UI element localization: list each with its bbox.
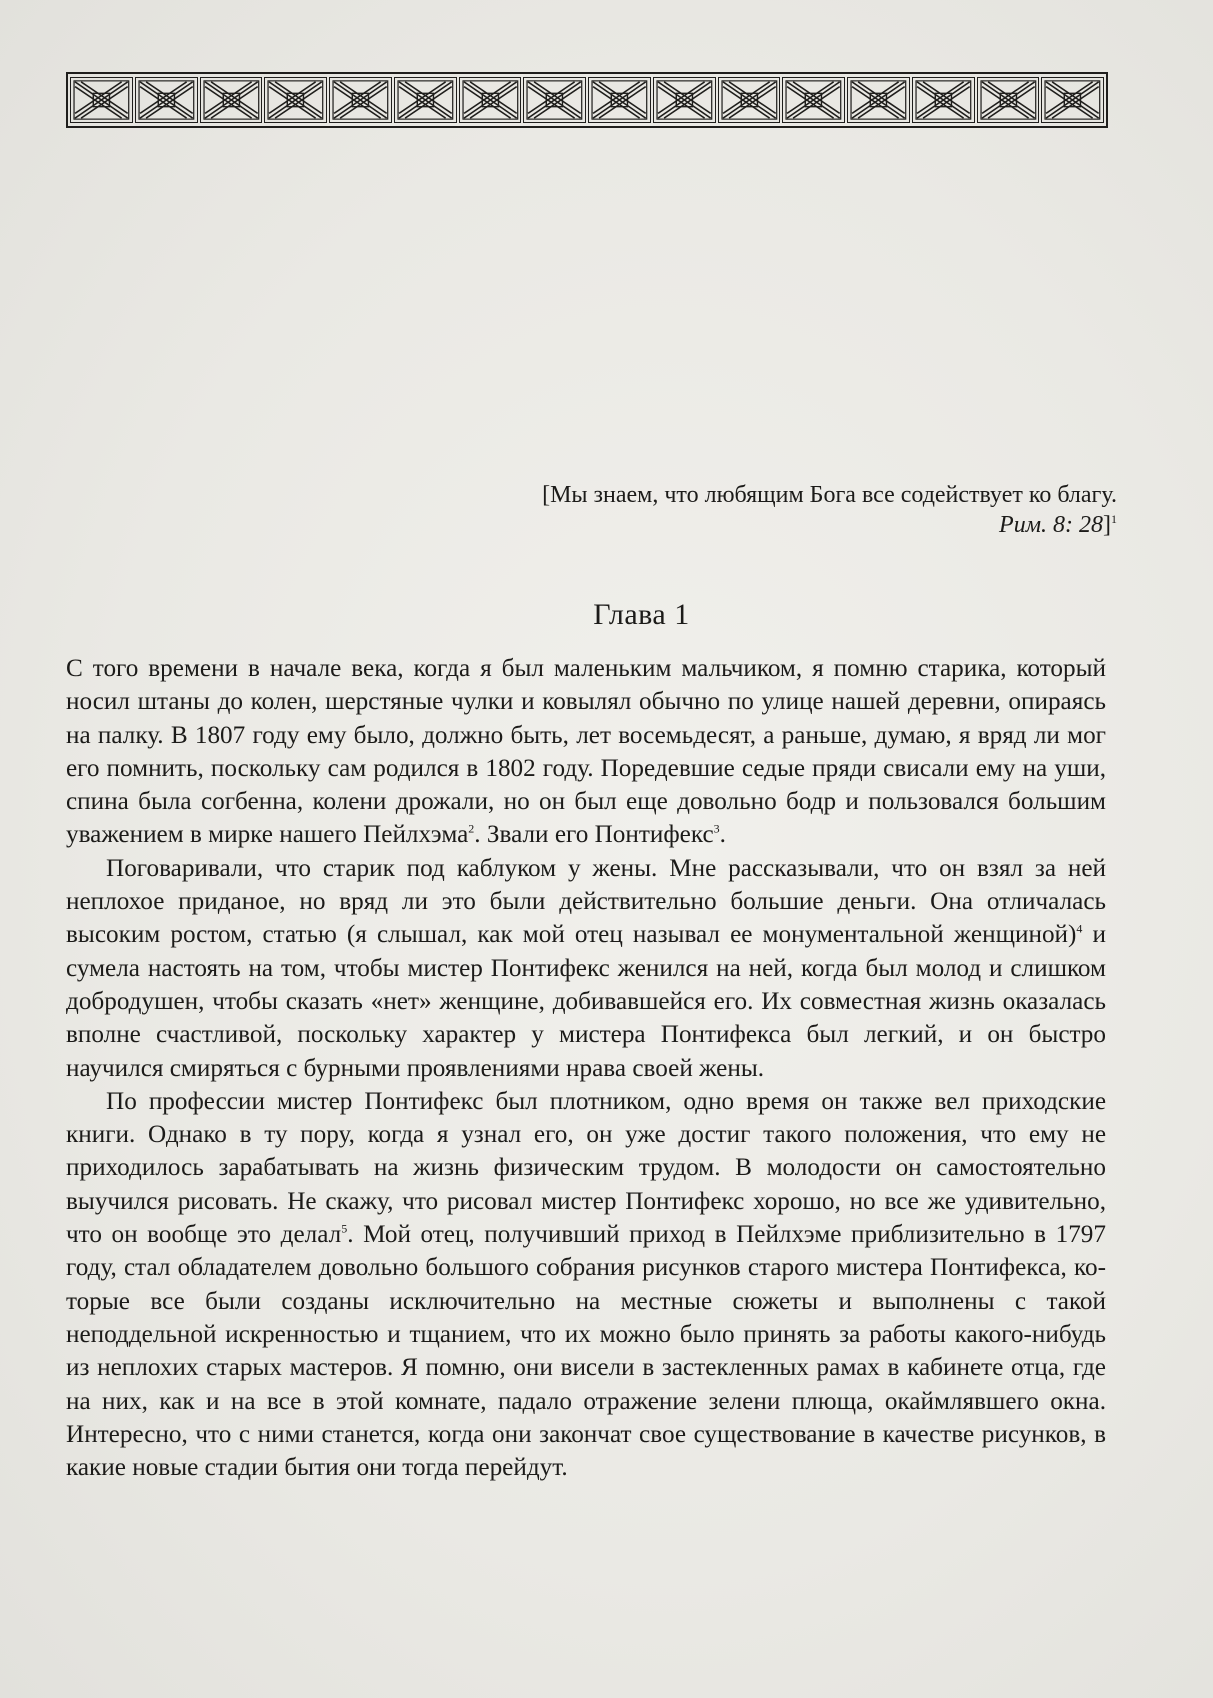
ornament-knot-icon xyxy=(654,78,715,122)
epigraph-closing-bracket: ] xyxy=(1103,512,1111,538)
ornament-tile xyxy=(394,77,457,123)
ornament-tile xyxy=(977,77,1040,123)
ornament-knot-icon xyxy=(460,78,521,122)
footnote-marker: 5 xyxy=(341,1221,348,1236)
ornament-tile xyxy=(459,77,522,123)
epigraph-reference: Рим. 8: 28 xyxy=(999,512,1103,538)
paragraph-text: С того времени в начале века, когда я был маленьким мальчиком, я помню старика, который носил штаны до колен, шерстяные чулки и ковылял обычно по улице нашей деревни, опираясь на палку. В 1807 году ему было, должно быть, лет восемьдесят, а раньше, думаю, я вряд ли мог его помнить, поскольку сам родился в 1802 году. Поредевшие седые пряди свисали ему на уши, спина была согбенна, колени дрожали, но он был еще довольно бодр и пользовался большим уважением в мирке нашего Пейлхэма xyxy=(66,655,1106,849)
paragraph xyxy=(66,1085,1106,1485)
paragraph-text: . Звали его Понтифекс xyxy=(474,821,714,849)
ornament-tile xyxy=(912,77,975,123)
ornament-knot-icon xyxy=(978,78,1039,122)
ornament-tile xyxy=(70,77,133,123)
footnote-marker: 1 xyxy=(1111,512,1117,526)
decorative-border xyxy=(66,72,1108,128)
ornament-tile xyxy=(653,77,716,123)
ornament-tile xyxy=(264,77,327,123)
ornament-knot-icon xyxy=(783,78,844,122)
paragraph-text: . xyxy=(719,821,726,849)
ornament-knot-icon xyxy=(1042,78,1103,122)
paragraph xyxy=(66,652,1106,852)
footnote-marker: 4 xyxy=(1076,921,1083,936)
ornament-knot-icon xyxy=(136,78,197,122)
ornament-knot-icon xyxy=(330,78,391,122)
ornament-knot-icon xyxy=(201,78,262,122)
footnote-marker: 3 xyxy=(713,822,720,837)
paragraph-text: По профессии мистер Понтифекс был плотником, одно время он также вел приходские книги. Однако в ту пору, когда я узнал его, он уже достиг такого положения, что ему не приходилось зарабатывать на жизнь физическим трудом. В молодости он самостоятельно выучился рисовать. Не скажу, что рисовал мистер Понтифекс хорошо, но все же удивительно, что он вообще это делал xyxy=(66,1087,1106,1249)
ornament-knot-icon xyxy=(395,78,456,122)
ornament-knot-icon xyxy=(71,78,132,122)
paragraph-text: Поговаривали, что старик под каблуком у жены. Мне рассказывали, что он взял за ней неплохое приданое, но вряд ли это были действительно большие деньги. Она отличалась высоким ростом, статью (я слышал, как мой отец называл ее монументальной женщиной) xyxy=(66,854,1106,949)
ornament-knot-icon xyxy=(848,78,909,122)
ornament-knot-icon xyxy=(265,78,326,122)
ornament-tile xyxy=(588,77,651,123)
paragraph-text: . Мой отец, получивший приход в Пейлхэме приблизительно в 1797 году, стал обладателем довольно большого собрания рисунков старого мистера Понтифекса, которые все были созданы исключительно на местные сюжеты и выполнены с такой неподдельной искренностью и тщанием, что их можно было принять за работы какого-нибудь из неплохих старых мастеров. Я помню, они висели в застекленных рамах в кабинете отца, где на них, как и на все в этой комнате, падало отражение зелени плюща, окаймлявшего окна. Интересно, что с ними станется, когда они закончат свое существование в качестве рисунков, в какие новые стадии бытия они тогда перейдут. xyxy=(66,1221,1106,1482)
ornament-tile xyxy=(718,77,781,123)
ornament-knot-icon xyxy=(719,78,780,122)
ornament-tile xyxy=(847,77,910,123)
ornament-tile xyxy=(782,77,845,123)
ornament-knot-icon xyxy=(589,78,650,122)
epigraph xyxy=(357,480,1117,540)
ornament-tile xyxy=(200,77,263,123)
paragraph-text: и сумела настоять на том, чтобы мистер Понтифекс женился на ней, когда был молод и слишком добродушен, чтобы сказать «нет» женщине, добивавшейся его. Их совместная жизнь оказалась вполне счастливой, поскольку характер у мистера Понтифекса был легкий, и он быстро научился смиряться с бурными проявлениями нрава своей жены. xyxy=(66,921,1106,1082)
ornament-tile xyxy=(1041,77,1104,123)
ornament-tile xyxy=(329,77,392,123)
ornament-tile xyxy=(523,77,586,123)
ornament-knot-icon xyxy=(524,78,585,122)
ornament-tile xyxy=(135,77,198,123)
paragraph xyxy=(66,852,1106,1085)
body-text xyxy=(66,652,1106,1484)
chapter-title: Глава 1 xyxy=(593,598,690,631)
ornament-knot-icon xyxy=(913,78,974,122)
footnote-marker: 2 xyxy=(468,822,475,837)
epigraph-quote: [Мы знаем, что любящим Бога все содействует ко благу. xyxy=(542,482,1117,508)
epigraph-reference-line xyxy=(357,510,1117,540)
